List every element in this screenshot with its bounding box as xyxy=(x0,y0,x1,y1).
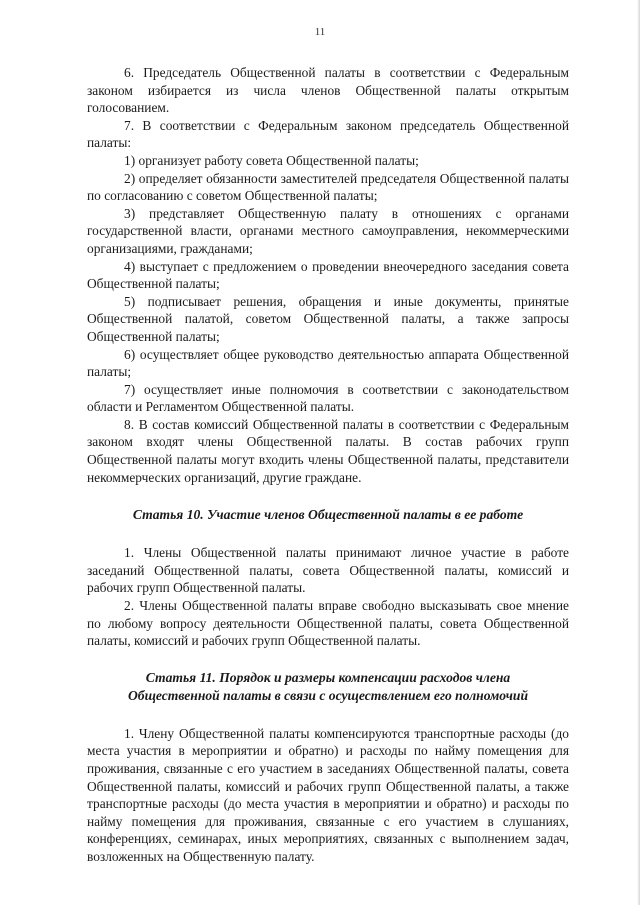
paragraph-commissions-composition: 8. В состав комиссий Общественной палаты в соответствии с Федеральным законом входят члены Общественной палаты. В состав рабочих групп Общественной палаты могут входить члены Общественной палаты, представители некоммерческих организаций, другие граждане. xyxy=(87,416,569,485)
paragraph-chairman-powers-intro: 7. В соответствии с Федеральным законом председатель Общественной палаты: xyxy=(87,117,569,151)
page-number: 11 xyxy=(314,26,326,38)
list-item-power-5: 5) подписывает решения, обращения и иные документы, принятые Общественной палатой, советом Общественной палаты, а также запросы Общественной палаты; xyxy=(87,293,569,344)
document-body xyxy=(87,64,569,866)
article-10-paragraph-1: 1. Члены Общественной палаты принимают личное участие в работе заседаний Общественной палаты, совета Общественной палаты, комиссий и рабочих групп Общественной палаты. xyxy=(87,545,569,596)
list-item-power-3: 3) представляет Общественную палату в отношениях с органами государственной власти, органами местного самоуправления, некоммерческими организациями, гражданами; xyxy=(87,205,569,256)
article-10-paragraph-2: 2. Члены Общественной палаты вправе свободно высказывать свое мнение по любому вопросу деятельности Общественной палаты, совета Общественной палаты, комиссий и рабочих групп Общественной палаты. xyxy=(87,598,569,649)
article-11-heading-line-1: Статья 11. Порядок и размеры компенсации расходов члена xyxy=(145,669,511,685)
article-11-heading-line-2: Общественной палаты в связи с осуществлением его полномочий xyxy=(127,687,529,703)
article-11-heading xyxy=(87,669,569,705)
list-item-power-7: 7) осуществляет иные полномочия в соответствии с законодательством области и Регламентом Общественной палаты. xyxy=(87,381,569,415)
list-item-power-2: 2) определяет обязанности заместителей председателя Общественной палаты по согласованию с советом Общественной палаты; xyxy=(87,170,569,204)
list-item-power-6: 6) осуществляет общее руководство деятельностью аппарата Общественной палаты; xyxy=(87,346,569,380)
list-item-power-1: 1) организует работу совета Общественной палаты; xyxy=(124,152,419,168)
article-10-heading: Статья 10. Участие членов Общественной палаты в ее работе xyxy=(132,507,524,523)
paragraph-chairman-election: 6. Председатель Общественной палаты в соответствии с Федеральным законом избирается из числа членов Общественной палаты открытым голосованием. xyxy=(87,65,569,116)
article-11-paragraph-1: 1. Члену Общественной палаты компенсируются транспортные расходы (до места участия в мероприятии и обратно) и расходы по найму помещения для проживания, связанные с его участием в заседаниях Общественной палаты, совета Общественной палаты, комиссий и рабочих групп Общественной палаты, а также транспортные расходы (до места участия в мероприятии и обратно) и расходы по найму помещения для проживания, связанные с его участием в слушаниях, конференциях, семинарах, иных мероприятиях, связанных с выполнением задач, возложенных на Общественную палату. xyxy=(87,725,569,864)
list-item-power-4: 4) выступает с предложением о проведении внеочередного заседания совета Общественной палаты; xyxy=(87,258,569,292)
